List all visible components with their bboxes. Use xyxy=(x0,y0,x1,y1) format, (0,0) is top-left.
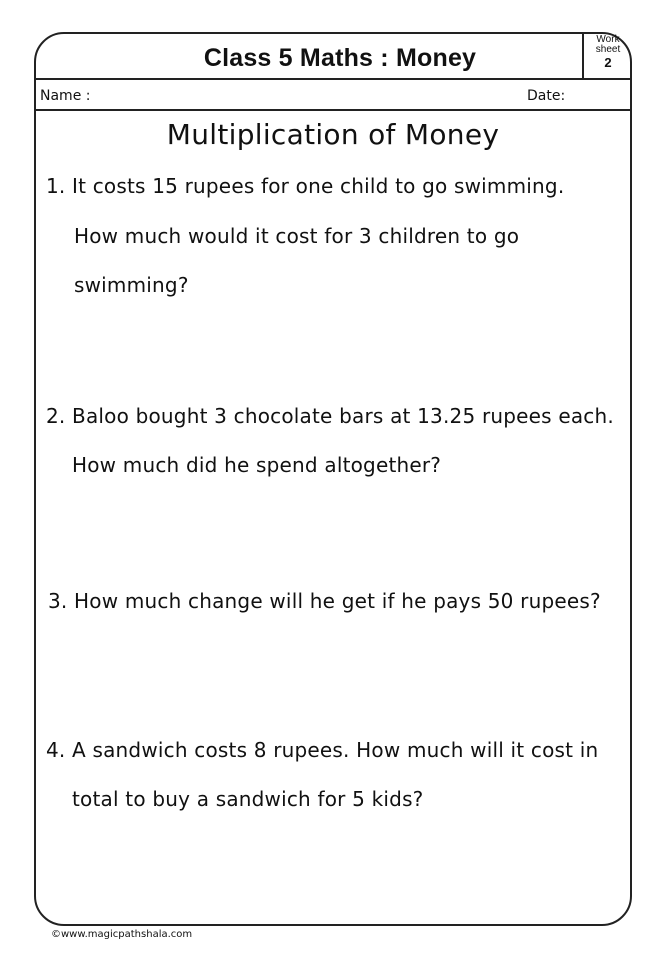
question-3-line-1: 3. How much change will he get if he pays 50 rupees? xyxy=(48,589,601,613)
name-field-label: Name : xyxy=(40,88,91,104)
worksheet-number: 2 xyxy=(604,55,612,70)
footer-website: ©www.magicpathshala.com xyxy=(51,929,193,940)
question-4-line-2: total to buy a sandwich for 5 kids? xyxy=(72,787,424,811)
question-1-line-2: How much would it cost for 3 children to go xyxy=(74,224,520,248)
question-4-line-1: 4. A sandwich costs 8 rupees. How much will it cost in xyxy=(46,738,599,762)
question-1-line-1: 1. It costs 15 rupees for one child to go swimming. xyxy=(46,174,565,198)
question-2-line-2: How much did he spend altogether? xyxy=(72,453,442,477)
sheet-title: Class 5 Maths : Money xyxy=(203,44,477,72)
question-2-line-1: 2. Baloo bought 3 chocolate bars at 13.25 rupees each. xyxy=(46,404,614,428)
main-title: Multiplication of Money xyxy=(166,118,500,151)
date-field-label: Date: xyxy=(527,88,566,104)
name-row-divider xyxy=(34,109,632,111)
worksheet-number-box xyxy=(582,33,632,78)
worksheet-label: Work sheet xyxy=(595,34,621,55)
header-divider xyxy=(34,78,632,80)
question-1-line-3: swimming? xyxy=(74,273,189,297)
